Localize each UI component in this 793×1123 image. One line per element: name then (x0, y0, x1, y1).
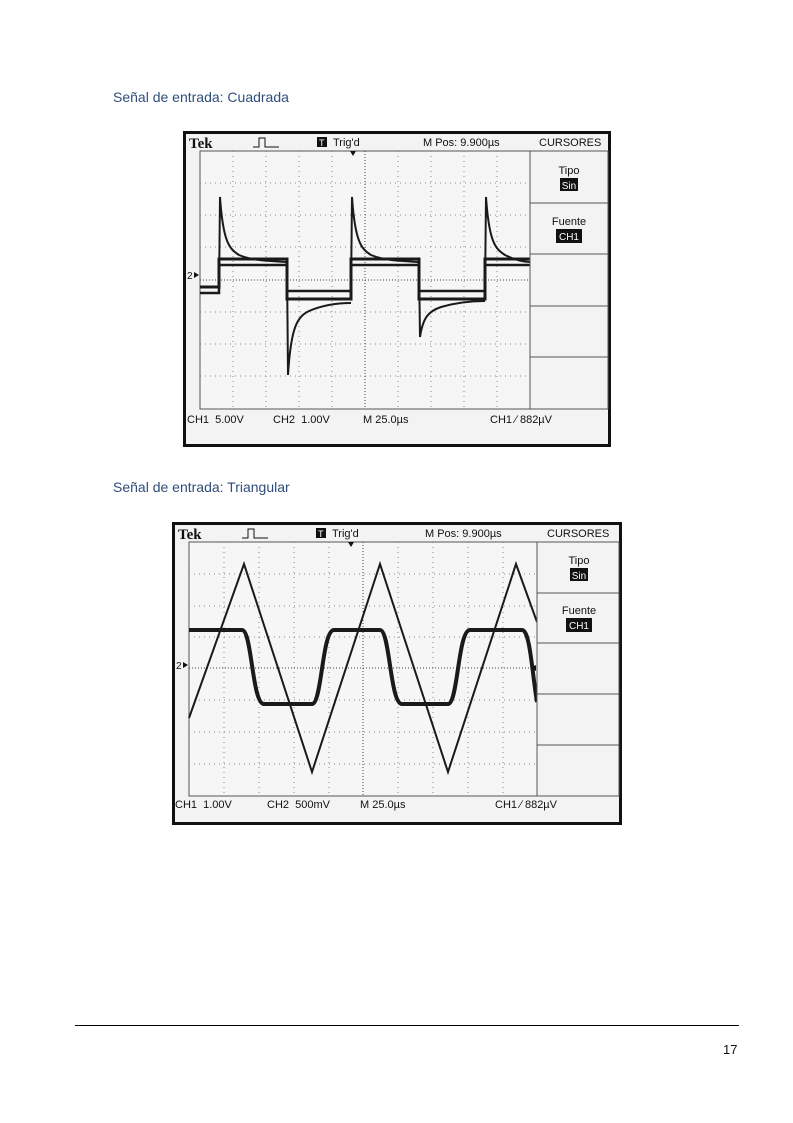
menu-value-tipo: Sin (571, 571, 587, 582)
oscilloscope-screenshot-square (183, 131, 611, 447)
graticule (189, 542, 537, 796)
ground-marker: 2 (187, 271, 193, 282)
menu-label-fuente: Fuente (561, 605, 597, 617)
trigger-level: CH1 ∕ 882µV (490, 414, 552, 426)
ground-marker: 2 (176, 661, 182, 672)
ch2-scale: CH2 500mV (267, 799, 330, 811)
brand-logo: Tek (189, 136, 213, 152)
page-number: 17 (723, 1042, 738, 1057)
graticule (200, 151, 530, 409)
menu-label-tipo: Tipo (568, 555, 590, 567)
footer-rule (75, 1025, 739, 1026)
ch1-scale: CH1 5.00V (187, 414, 244, 426)
ch2-scale: CH2 1.00V (273, 414, 330, 426)
timebase: M 25.0µs (363, 414, 409, 426)
brand-logo: Tek (178, 527, 202, 543)
trigger-level: CH1 ∕ 882µV (495, 799, 557, 811)
menu-value-fuente: CH1 (558, 232, 580, 243)
trigger-status: Trig'd (332, 528, 359, 540)
mpos-readout: M Pos: 9.900µs (425, 528, 502, 540)
figure-caption-triangular: Señal de entrada: Triangular (113, 479, 290, 495)
menu-title: CURSORES (547, 528, 610, 540)
menu-value-tipo: Sin (561, 181, 577, 192)
timebase: M 25.0µs (360, 799, 406, 811)
svg-text:T: T (319, 138, 325, 148)
oscilloscope-screenshot-triangular (172, 522, 622, 825)
svg-text:T: T (318, 529, 324, 539)
menu-title: CURSORES (539, 137, 602, 149)
menu-label-tipo: Tipo (558, 165, 580, 177)
menu-label-fuente: Fuente (551, 216, 587, 228)
menu-value-fuente: CH1 (568, 621, 590, 632)
ch1-scale: CH1 1.00V (175, 799, 232, 811)
trigger-status: Trig'd (333, 137, 360, 149)
figure-caption-square: Señal de entrada: Cuadrada (113, 89, 289, 105)
mpos-readout: M Pos: 9.900µs (423, 137, 500, 149)
